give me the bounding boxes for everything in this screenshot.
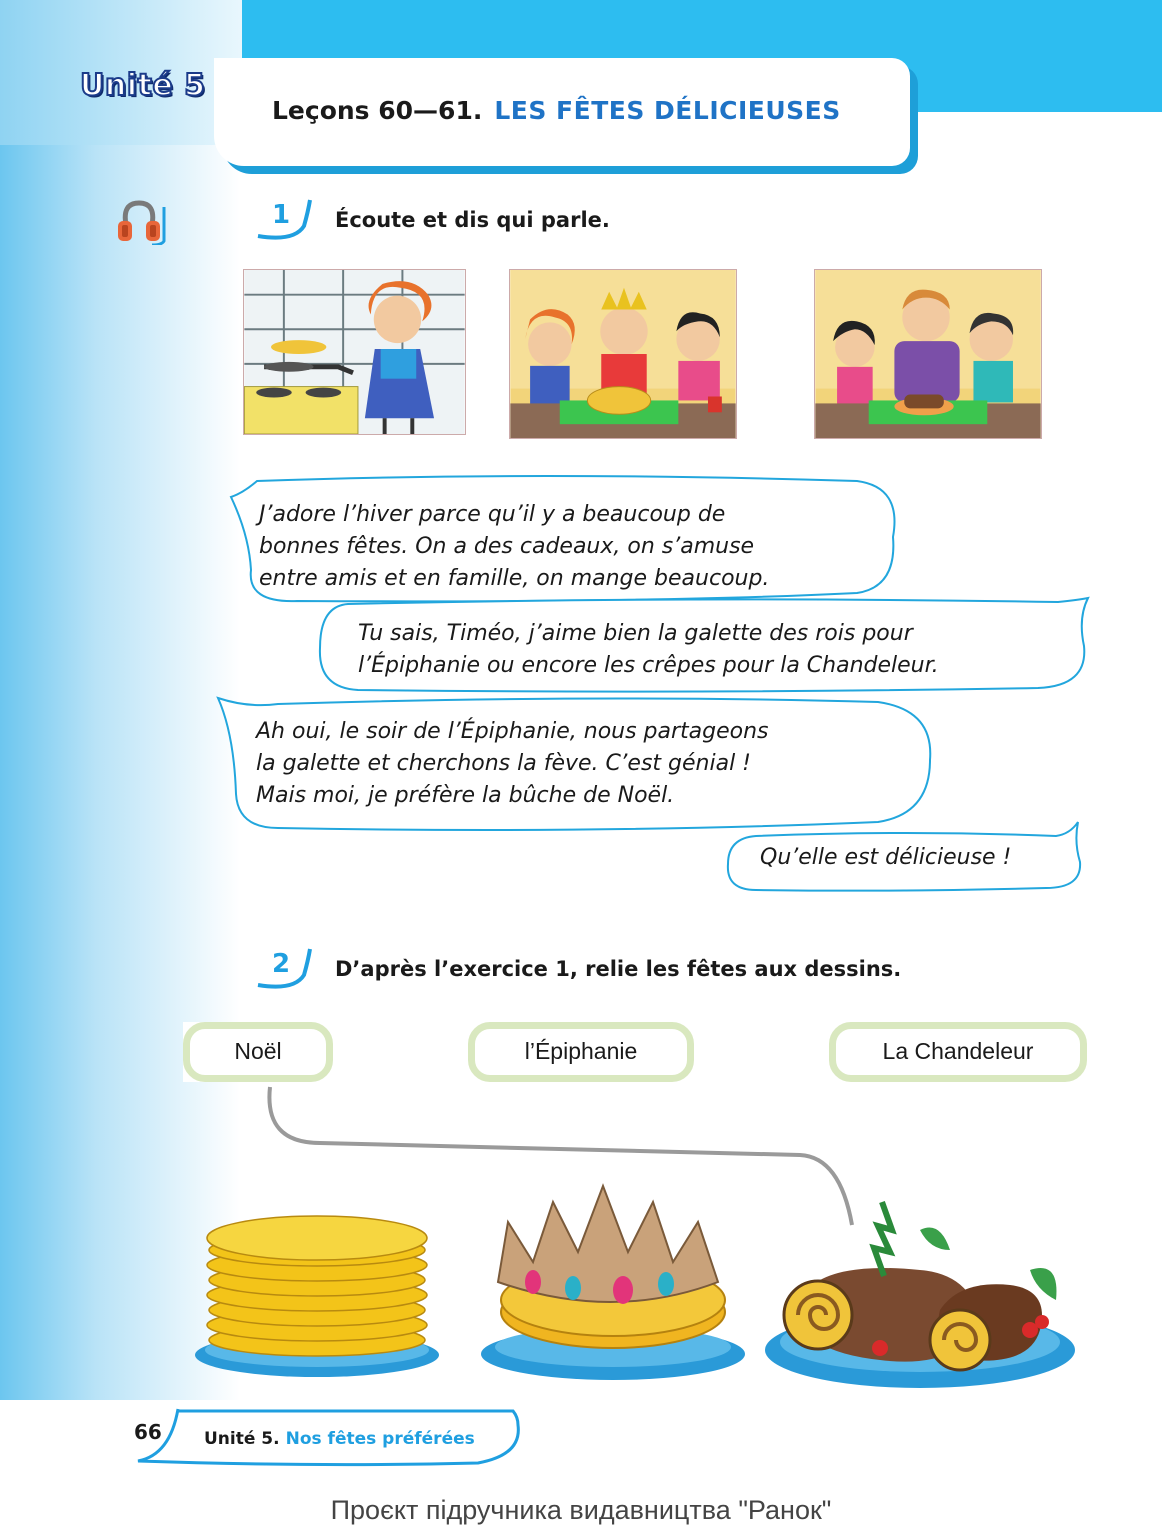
exercise-2-number: 2 [254,945,304,991]
footer-unit-title [204,1429,475,1449]
picture-girl-crepe [243,269,466,435]
label-noel[interactable]: Noël [183,1022,333,1082]
exercise-1-instruction: Écoute et dis qui parle. [335,208,610,232]
speech-bubble-1 [237,475,897,605]
bubble-1-text: J’adore l’hiver parce qu’il y a beaucoup de bonnes fêtes. On a des cadeaux, on s’amuse entre amis et en famille, on mange beaucoup. [259,502,770,591]
lesson-theme: LES FÊTES DÉLICIEUSES [494,96,841,125]
speech-bubble-2 [318,598,1088,694]
headphones-icon[interactable] [112,195,166,245]
footer-unit-name: Nos fêtes préférées [285,1429,475,1449]
label-epiphanie[interactable]: l’Épiphanie [468,1022,694,1082]
lesson-number: Leçons 60—61. [272,96,483,125]
bubble-2-text: Tu sais, Timéo, j’aime bien la galette des rois pour l’Épiphanie ou encore les crêpes pour la Chandeleur. [358,621,939,678]
speech-bubble-4 [726,820,1084,892]
unit-badge: Unité 5 [80,68,206,103]
footer-unit: Unité 5. [204,1429,280,1449]
picture-family-buche [814,269,1042,439]
bubble-4-text: Qu’elle est délicieuse ! [760,845,1012,870]
drawing-buche[interactable] [760,1190,1090,1400]
drawing-galette[interactable] [478,1182,748,1382]
bubble-3-text: Ah oui, le soir de l’Épiphanie, nous partageons la galette et cherchons la fève. C’est génial ! Mais moi, je préfère la bûche de Noël. [256,719,769,808]
exercise-2-instruction: D’après l’exercice 1, relie les fêtes aux dessins. [335,957,902,981]
lesson-title [272,96,841,125]
exercise-1-number: 1 [254,196,304,242]
speech-bubble-3 [218,694,932,834]
drawing-crepes[interactable] [192,1210,454,1380]
page-number: 66 [134,1420,162,1444]
picture-galette-party [509,269,737,439]
publisher-watermark: Проєкт підручника видавництва "Ранок" [330,1495,832,1525]
label-chandeleur[interactable]: La Chandeleur [829,1022,1087,1082]
